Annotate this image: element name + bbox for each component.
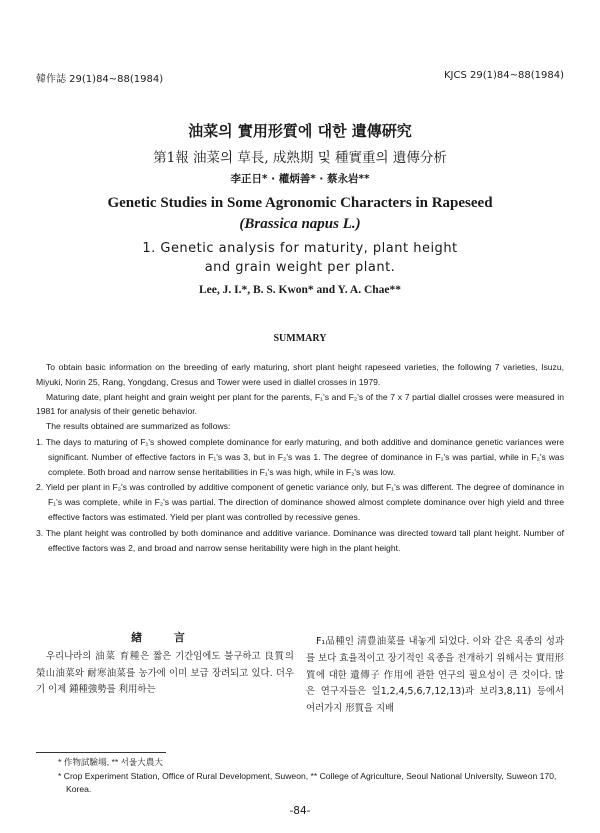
english-subtitle-line1: 1. Genetic analysis for maturity, plant height [142,241,458,256]
intro-left-column [36,630,294,699]
intro-heading: 緖 言 [131,631,199,644]
intro-right-text: F₁品種인 淸豊油菜를 내놓게 되었다. 이와 같은 육종의 성과를 보다 효율적이고 장기적인 육종을 전개하기 위해서는 實用形質에 대한 遺傳子 作用에 관한 연구의 필요성이 큰 것이다. 많은 연구자들은 일1,2,4,5,6,7,12,13)과 보리3,8,11) 등에서 여러가지 形質을 지배 [306,636,564,715]
summary-body [36,360,564,555]
summary-paragraph-1: To obtain basic information on the breeding of early maturing, short plant height rapeseed varieties, the following 7 varieties, Isuzu, Miyuki, Norin 25, Rang, Yongdang, Cresus and Tower were used in diallel crosses in 1979. [36,362,564,387]
intro-left-text: 우리나라의 油菜 育種은 짧은 기간임에도 불구하고 良質의 榮山油菜와 耐寒油菜를 농가에 이미 보급 장려되고 있다. 더우기 이제 鍾種強勢를 利用하는 [36,650,294,696]
english-title-species: (Brassica napus L.) [239,216,361,232]
summary-item-2: 2. Yield per plant in F₂'s was controlled by additive component of genetic variance only, but F₁'s was different. The degree of dominance in F₁'s was complete, while in F₂'s was partial. The direction of dominance showed almost complete dominance over high yield and three effective factors was estimated. Yield per plant was controlled by recessive genes. [36,482,564,522]
running-header-english: KJCS 29(1)84~88(1984) [444,70,564,81]
summary-item-1: 1. The days to maturing of F₁'s showed complete dominance for early maturing, and both additive and dominance genetic variances were significant. Number of effective factors in F₁'s was 3, but in F₂'s was 1. The degree of dominance in F₁'s was partial, while in F₂'s was complete. Both broad and narrow sense heritabilities in F₁'s was high, while in F₂'s was low. [36,436,564,477]
english-authors: Lee, J. I.*, B. S. Kwon* and Y. A. Chae** [198,284,402,296]
intro-right-column [306,634,564,718]
english-title: Genetic Studies in Some Agronomic Characters in Rapeseed [107,195,493,211]
english-subtitle-line2: and grain weight per plant. [204,260,396,275]
summary-heading: SUMMARY [273,333,327,344]
footnote-korean: * 作物試驗場, ** 서울大農大 [58,757,163,767]
running-header-korean: 韓作誌 29(1)84~88(1984) [36,74,164,85]
summary-item-3: 3. The plant height was controlled by both dominance and additive variance. Dominance was directed toward tall plant height. Number of effective factors was 2, and broad and narrow sense heritability were high in the plant height. [36,527,564,553]
korean-subtitle: 第1報 油菜의 草長, 成熟期 및 種實重의 遺傳分析 [153,150,447,166]
korean-authors: 李正日* · 權炳善* · 蔡永岩** [230,173,370,185]
page-number: -84- [289,805,311,817]
korean-title: 油菜의 實用形質에 대한 遺傳硏究 [188,122,412,140]
summary-paragraph-2: Maturing date, plant height and grain weight per plant for the parents, F₁'s and F₂'s of the 7 x 7 partial diallel crosses were measured in 1981 for analysis of their genetic behavior. [36,391,564,417]
footnote-rule [36,752,166,753]
footnote-english: * Crop Experiment Station, Office of Rural Development, Suweon, ** College of Agriculture, Seoul National University, Suweon 170, Korea. [58,771,557,794]
summary-paragraph-3: The results obtained are summarized as follows: [46,421,231,432]
